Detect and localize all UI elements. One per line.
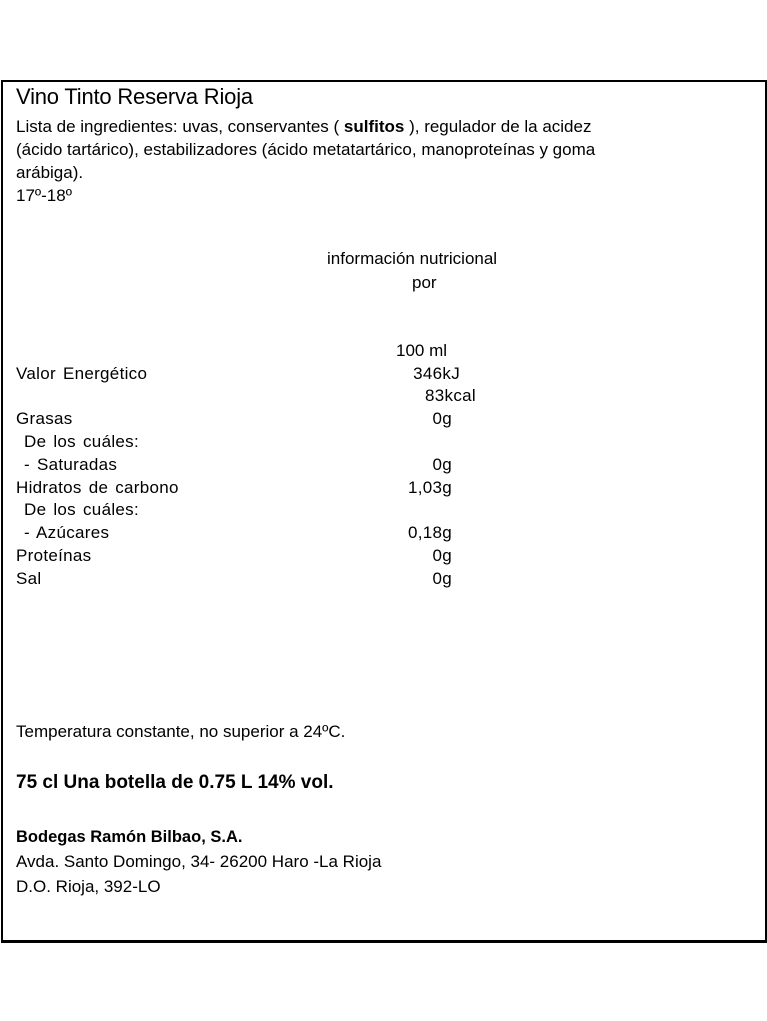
ingredients-prefix: Lista de ingredientes: uvas, conservantes ( xyxy=(16,117,344,136)
nutrition-value-carbohydrates: 1,03g xyxy=(407,478,452,497)
nutrition-per-unit: 100 ml xyxy=(396,341,448,360)
nutrition-value-protein: 0g xyxy=(432,546,452,565)
nutrition-label-sugars: - Azúcares xyxy=(24,523,110,542)
nutrition-label-protein: Proteínas xyxy=(16,546,92,565)
nutrition-label-saturated: - Saturadas xyxy=(24,455,118,474)
nutrition-value-fat: 0g xyxy=(432,409,452,428)
nutrition-value-salt: 0g xyxy=(432,569,452,588)
storage-instructions: Temperatura constante, no superior a 24ºC. xyxy=(16,722,346,741)
nutrition-value-energy-kj: 346kJ xyxy=(413,364,460,383)
nutrition-value-saturated: 0g xyxy=(432,455,452,474)
nutrition-header-per: por xyxy=(412,273,437,292)
ingredients-line-3: arábiga). xyxy=(16,163,84,182)
product-title: Vino Tinto Reserva Rioja xyxy=(16,84,253,109)
ingredients-line-1 xyxy=(16,117,591,137)
nutrition-label-fat: Grasas xyxy=(16,409,73,428)
producer-registry: D.O. Rioja, 392-LO xyxy=(16,877,161,896)
nutrition-value-sugars: 0,18g xyxy=(407,523,452,542)
nutrition-header-title: información nutricional xyxy=(327,249,498,268)
allergen-sulfitos: sulfitos xyxy=(343,117,405,136)
producer-name: Bodegas Ramón Bilbao, S.A. xyxy=(16,828,243,846)
serving-temperature: 17º-18º xyxy=(16,186,72,205)
nutrition-label-carbohydrates: Hidratos de carbono xyxy=(16,478,179,497)
volume-and-abv: 75 cl Una botella de 0.75 L 14% vol. xyxy=(16,772,334,793)
nutrition-label-salt: Sal xyxy=(16,569,42,588)
nutrition-label-fat-of-which: De los cuáles: xyxy=(24,432,139,451)
ingredients-line-2: (ácido tartárico), estabilizadores (ácido metatartárico, manoproteínas y goma xyxy=(16,140,596,159)
nutrition-value-energy-kcal: 83kcal xyxy=(425,386,476,405)
nutrition-label-carbs-of-which: De los cuáles: xyxy=(24,500,139,519)
ingredients-suffix: ), regulador de la acidez xyxy=(404,117,592,136)
nutrition-label-energy: Valor Energético xyxy=(16,364,148,383)
producer-address: Avda. Santo Domingo, 34- 26200 Haro -La Rioja xyxy=(16,852,382,871)
